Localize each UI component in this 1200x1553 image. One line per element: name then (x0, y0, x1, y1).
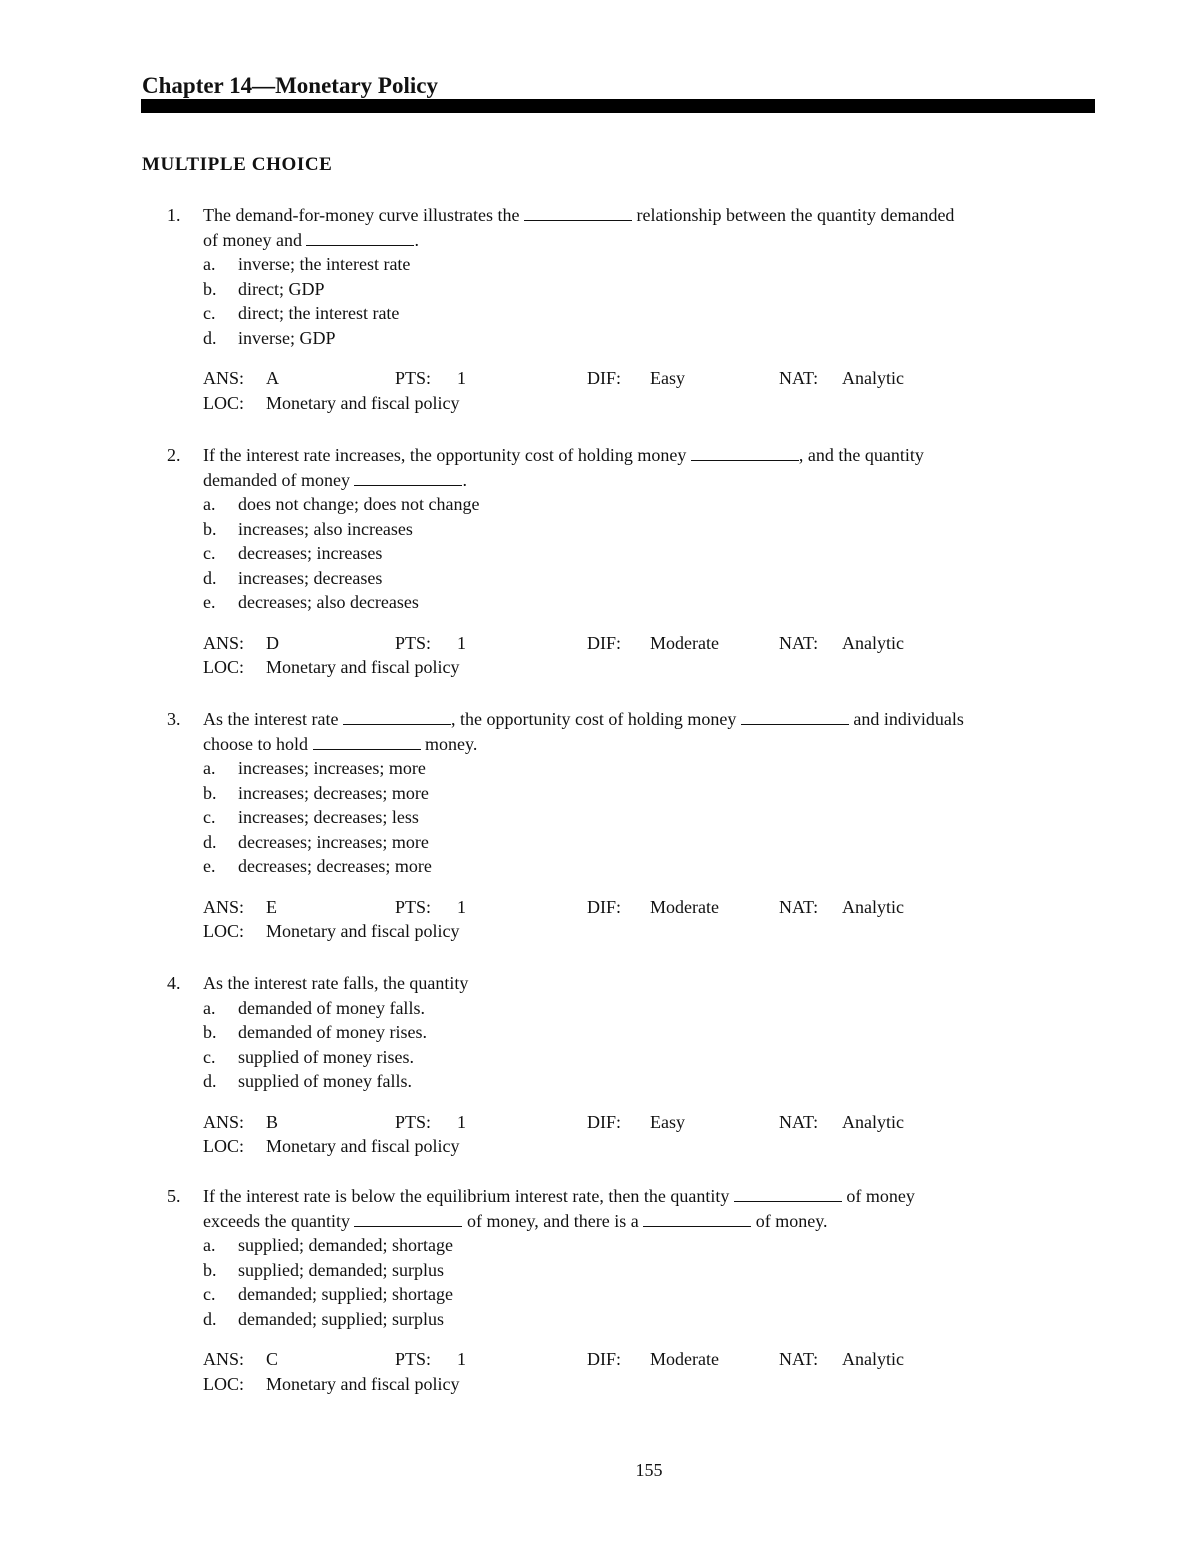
meta-label-nat: NAT: (779, 632, 819, 653)
meta-value-nat: Analytic (842, 632, 904, 653)
choice-text: decreases; also decreases (238, 592, 419, 612)
answer-blank (343, 710, 451, 725)
stem-text: of money (841, 1186, 915, 1206)
stem-text: . (462, 469, 467, 490)
meta-value-loc: Monetary and fiscal policy (266, 1373, 460, 1394)
meta-label-ans: ANS: (203, 368, 245, 388)
choice-text: does not change; does not change (238, 494, 480, 514)
meta-value-ans: B (266, 1111, 279, 1132)
chapter-title: Chapter 14—Monetary Policy (142, 73, 438, 98)
question-stem-line (203, 1184, 915, 1208)
page-number: 155 (635, 1460, 663, 1480)
question-stem-line (203, 707, 964, 731)
choice-letter: c. (203, 1046, 216, 1067)
choice-text: supplied; demanded; surplus (238, 1259, 444, 1280)
stem-text: If the interest rate increases, the opportunity cost of holding money (203, 445, 691, 465)
choice-text: decreases; increases; more (238, 831, 429, 852)
question-number: 2. (167, 445, 181, 465)
answer-blank (741, 710, 849, 725)
question-stem-line (203, 971, 468, 995)
meta-label-nat: NAT: (779, 368, 819, 388)
answer-blank (691, 446, 799, 461)
meta-label-pts: PTS: (395, 896, 432, 917)
meta-value-loc: Monetary and fiscal policy (266, 1136, 460, 1156)
meta-label-ans: ANS: (203, 632, 245, 653)
section-heading: MULTIPLE CHOICE (142, 154, 333, 175)
question-stem-line (203, 1209, 828, 1233)
question-stem-line (203, 468, 467, 492)
meta-value-ans: C (266, 1349, 279, 1369)
choice-text: inverse; the interest rate (238, 254, 411, 274)
meta-value-loc: Monetary and fiscal policy (266, 392, 460, 413)
meta-label-loc: LOC: (203, 1373, 245, 1394)
choice-text: decreases; increases (238, 543, 383, 563)
question-number: 1. (167, 205, 181, 225)
choice-letter: c. (203, 303, 216, 323)
meta-value-dif: Moderate (650, 632, 719, 653)
stem-text: of money. (751, 1210, 828, 1231)
meta-label-pts: PTS: (395, 632, 432, 653)
stem-text: money. (420, 733, 478, 754)
question-number: 5. (167, 1186, 181, 1206)
choice-letter: b. (203, 518, 217, 539)
stem-text: relationship between the quantity demanded (632, 205, 955, 225)
question-number: 3. (167, 709, 181, 729)
meta-value-dif: Easy (650, 368, 685, 388)
answer-blank (354, 471, 462, 486)
meta-label-dif: DIF: (587, 1349, 622, 1369)
choice-letter: c. (203, 1284, 216, 1304)
choice-letter: b. (203, 1259, 217, 1280)
meta-value-nat: Analytic (842, 896, 904, 917)
choice-text: direct; GDP (238, 278, 325, 299)
meta-label-ans: ANS: (203, 896, 245, 917)
choice-letter: d. (203, 567, 217, 588)
choice-text: inverse; GDP (238, 327, 336, 348)
meta-label-dif: DIF: (587, 368, 622, 388)
choice-letter: d. (203, 831, 217, 852)
stem-text: The demand-for-money curve illustrates the (203, 205, 525, 225)
choice-text: demanded; supplied; shortage (238, 1284, 453, 1304)
meta-value-pts: 1 (457, 368, 466, 388)
answer-blank (524, 206, 632, 221)
stem-text: demanded of money (203, 469, 355, 490)
choice-text: increases; decreases; less (238, 807, 419, 827)
meta-value-loc: Monetary and fiscal policy (266, 657, 460, 677)
meta-value-ans: D (266, 632, 279, 653)
choice-text: increases; also increases (238, 518, 413, 539)
choice-letter: b. (203, 782, 217, 803)
stem-text: exceeds the quantity (203, 1210, 355, 1231)
answer-blank (354, 1212, 462, 1227)
question-number: 4. (167, 973, 181, 993)
choice-text: demanded of money rises. (238, 1022, 427, 1042)
meta-label-ans: ANS: (203, 1349, 245, 1369)
choice-text: increases; decreases (238, 567, 383, 588)
stem-text: , and the quantity (798, 445, 924, 465)
meta-label-dif: DIF: (587, 896, 622, 917)
choice-text: demanded; supplied; surplus (238, 1308, 444, 1329)
choice-letter: d. (203, 1071, 217, 1091)
meta-value-dif: Moderate (650, 1349, 719, 1369)
question-stem-line (203, 203, 954, 227)
meta-value-loc: Monetary and fiscal policy (266, 921, 460, 941)
choice-text: demanded of money falls. (238, 997, 425, 1018)
meta-label-nat: NAT: (779, 1349, 819, 1369)
meta-label-loc: LOC: (203, 657, 245, 677)
choice-letter: b. (203, 1022, 217, 1042)
choice-letter: d. (203, 327, 217, 348)
meta-value-pts: 1 (457, 896, 466, 917)
choice-letter: a. (203, 494, 216, 514)
meta-value-pts: 1 (457, 1111, 466, 1132)
choice-letter: e. (203, 592, 216, 612)
meta-value-dif: Moderate (650, 896, 719, 917)
meta-value-ans: A (266, 368, 279, 388)
choice-letter: c. (203, 807, 216, 827)
answer-blank (306, 231, 414, 246)
choice-text: decreases; decreases; more (238, 856, 432, 876)
stem-text: As the interest rate falls, the quantity (203, 973, 469, 993)
title-rule (141, 99, 1095, 113)
stem-text: If the interest rate is below the equilibrium interest rate, then the quantity (203, 1186, 734, 1206)
meta-label-nat: NAT: (779, 1111, 819, 1132)
choice-text: increases; increases; more (238, 758, 426, 778)
meta-value-nat: Analytic (842, 368, 904, 388)
choice-letter: a. (203, 254, 216, 274)
choice-letter: a. (203, 997, 216, 1018)
choice-letter: a. (203, 758, 216, 778)
meta-value-ans: E (266, 896, 277, 917)
meta-value-pts: 1 (457, 632, 466, 653)
meta-label-nat: NAT: (779, 896, 819, 917)
meta-label-loc: LOC: (203, 1136, 245, 1156)
answer-blank (313, 735, 421, 750)
choice-letter: a. (203, 1235, 216, 1255)
meta-label-loc: LOC: (203, 921, 245, 941)
stem-text: and individuals (848, 709, 964, 729)
stem-text: of money and (203, 229, 307, 250)
meta-label-pts: PTS: (395, 1349, 432, 1369)
choice-letter: b. (203, 278, 217, 299)
meta-label-ans: ANS: (203, 1111, 245, 1132)
choice-letter: c. (203, 543, 216, 563)
stem-text: As the interest rate (203, 709, 343, 729)
choice-text: supplied of money falls. (238, 1071, 412, 1091)
meta-label-pts: PTS: (395, 368, 432, 388)
meta-label-dif: DIF: (587, 1111, 622, 1132)
answer-blank (734, 1187, 842, 1202)
meta-value-pts: 1 (457, 1349, 466, 1369)
meta-label-loc: LOC: (203, 392, 245, 413)
stem-text: choose to hold (203, 733, 313, 754)
choice-text: supplied of money rises. (238, 1046, 414, 1067)
meta-value-dif: Easy (650, 1111, 685, 1132)
meta-value-nat: Analytic (842, 1111, 904, 1132)
stem-text: . (414, 229, 419, 250)
question-stem-line (203, 732, 477, 756)
choice-text: supplied; demanded; shortage (238, 1235, 453, 1255)
choice-letter: e. (203, 856, 216, 876)
stem-text: of money, and there is a (462, 1210, 644, 1231)
meta-value-nat: Analytic (842, 1349, 904, 1369)
stem-text: , the opportunity cost of holding money (450, 709, 741, 729)
answer-blank (643, 1212, 751, 1227)
question-stem-line (203, 228, 419, 252)
question-stem-line (203, 443, 924, 467)
choice-text: increases; decreases; more (238, 782, 429, 803)
meta-label-dif: DIF: (587, 632, 622, 653)
meta-label-pts: PTS: (395, 1111, 432, 1132)
choice-letter: d. (203, 1308, 217, 1329)
choice-text: direct; the interest rate (238, 303, 400, 323)
